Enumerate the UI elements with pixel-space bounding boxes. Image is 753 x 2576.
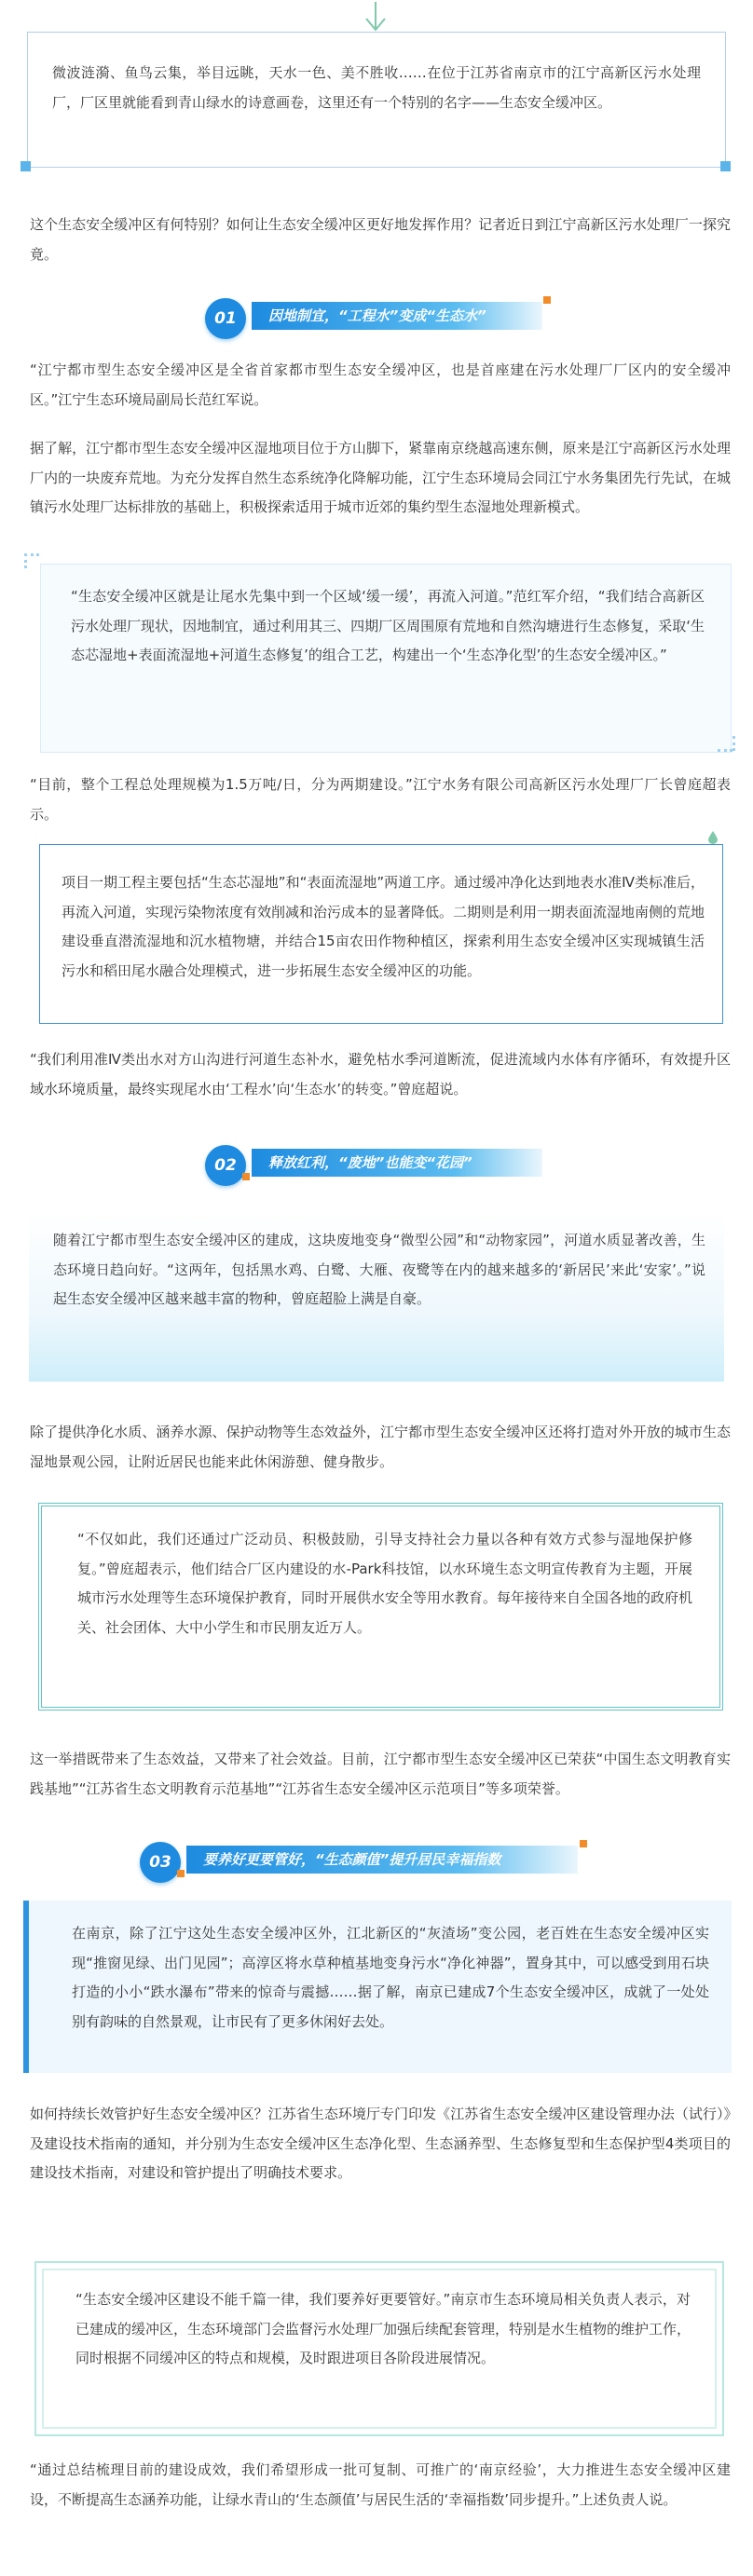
orange-square-decoration bbox=[580, 1840, 587, 1847]
section-number: 02 bbox=[205, 1145, 246, 1186]
section-title-bar bbox=[252, 1149, 542, 1177]
paragraph: “通过总结梳理目前的建设成效，我们希望形成一批可复制、可推广的‘南京经验’，大力推进生态安全缓冲区建设，不断提高生态涵养功能，让绿水青山的‘生态颜值’与居民生活的‘幸福指数’同步提升。”上述负责人说。 bbox=[30, 2461, 731, 2508]
section-number: 01 bbox=[205, 298, 246, 339]
section-header-2 bbox=[205, 1143, 559, 1182]
quote-text: “不仅如此，我们还通过广泛动员、积极鼓励，引导支持社会力量以各种有效方式参与湿地保护修复。”曾庭超表示，他们结合厂区内建设的水-Park科技馆，以水环境生态文明宣传教育为主题，开展城市污水处理等生态环境保护教育，同时开展供水安全等用水教育。每年接待来自全国各地的政府机关、社会团体、大中小学生和市民朋友近万人。 bbox=[77, 1531, 693, 1636]
section-header-1 bbox=[205, 296, 559, 335]
orange-square-decoration bbox=[242, 1173, 250, 1180]
paragraph: 如何持续长效管护好生态安全缓冲区？江苏省生态环境厅专门印发《江苏省生态安全缓冲区建设管理办法（试行）》及建设技术指南的通知，并分别为生态安全缓冲区生态净化型、生态涵养型、生态修复型和生态保护型4类项目的建设技术指南，对建设和管护提出了明确技术要求。 bbox=[30, 2106, 731, 2181]
dotted-frame-decoration bbox=[732, 736, 735, 751]
section-number: 03 bbox=[140, 1842, 181, 1883]
corner-decoration bbox=[21, 161, 31, 171]
info-box-text: 项目一期工程主要包括“生态芯湿地”和“表面流湿地”两道工序。通过缓冲净化达到地表水准Ⅳ类标准后，再流入河道，实现污染物浓度有效削减和治污成本的显著降低。二期则是利用一期表面流湿地南侧的荒地建设垂直潜流湿地和沉水植物塘，并结合15亩农田作物种植区，探索利用生态安全缓冲区实现城镇生活污水和稻田尾水融合处理模式，进一步拓展生态安全缓冲区的功能。 bbox=[62, 874, 705, 979]
section-title: 释放红利，“废地”也能变“花园” bbox=[268, 1154, 472, 1171]
corner-decoration bbox=[720, 161, 731, 171]
paragraph: 这一举措既带来了生态效益，又带来了社会效益。目前，江宁都市型生态安全缓冲区已荣获“中国生态文明教育实践基地”“江苏省生态文明教育示范基地”“江苏省生态安全缓冲区示范项目”等多项荣誉。 bbox=[30, 1751, 731, 1797]
section-title: 要养好更要管好，“生态颜值”提升居民幸福指数 bbox=[203, 1851, 501, 1868]
section-header-3 bbox=[140, 1840, 501, 1879]
paragraph: “江宁都市型生态安全缓冲区是全省首家都市型生态安全缓冲区，也是首座建在污水处理厂厂区内的安全缓冲区。”江宁生态环境局副局长范红军说。 bbox=[30, 361, 731, 408]
info-box bbox=[23, 1901, 732, 2073]
paragraph: 据了解，江宁都市型生态安全缓冲区湿地项目位于方山脚下，紧靠南京绕越高速东侧，原来是江宁高新区污水处理厂内的一块废弃荒地。为充分发挥自然生态系统净化降解功能，江宁生态环境局会同江宁水务集团先行先试，在城镇污水处理厂达标排放的基础上，积极探索适用于城市近郊的集约型生态湿地处理新模式。 bbox=[30, 440, 731, 515]
orange-square-decoration bbox=[543, 296, 551, 304]
section-title-bar bbox=[186, 1846, 578, 1874]
section-title: 因地制宜，“工程水”变成“生态水” bbox=[268, 307, 486, 324]
water-drop-icon bbox=[708, 831, 718, 844]
info-box bbox=[39, 844, 723, 1024]
paragraph: “目前，整个工程总处理规模为1.5万吨/日，分为两期建设。”江宁水务有限公司高新区污水处理厂厂长曾庭超表示。 bbox=[30, 776, 731, 823]
section-title-bar bbox=[252, 302, 542, 330]
paragraph: 除了提供净化水质、涵养水源、保护动物等生态效益外，江宁都市型生态安全缓冲区还将打造对外开放的城市生态湿地景观公园，让附近居民也能来此休闲游憩、健身散步。 bbox=[30, 1424, 731, 1470]
lead-paragraph: 这个生态安全缓冲区有何特别？如何让生态安全缓冲区更好地发挥作用？记者近日到江宁高新区污水处理厂一探究竟。 bbox=[30, 216, 731, 263]
dotted-frame-decoration bbox=[24, 553, 39, 556]
quote-box bbox=[34, 2261, 724, 2436]
intro-box bbox=[27, 32, 726, 168]
info-box-text: 随着江宁都市型生态安全缓冲区的建成，这块废地变身“微型公园”和“动物家园”，河道水质显著改善，生态环境日趋向好。“这两年，包括黑水鸡、白鹭、大雁、夜鹭等在内的越来越多的‘新居民’来此‘安家’。”说起生态安全缓冲区越来越丰富的物种，曾庭超脸上满是自豪。 bbox=[53, 1232, 705, 1307]
intro-paragraph: 微波涟漪、鱼鸟云集，举目远眺，天水一色、美不胜收……在位于江苏省南京市的江宁高新区污水处理厂，厂区里就能看到青山绿水的诗意画卷，这里还有一个特别的名字——生态安全缓冲区。 bbox=[52, 64, 701, 111]
paragraph: “我们利用准Ⅳ类出水对方山沟进行河道生态补水，避免枯水季河道断流，促进流域内水体有序循环，有效提升区域水环境质量，最终实现尾水由‘工程水’向‘生态水’的转变。”曾庭超说。 bbox=[30, 1051, 731, 1097]
quote-text: “生态安全缓冲区建设不能千篇一律，我们要养好更要管好。”南京市生态环境局相关负责人表示，对已建成的缓冲区，生态环境部门会监督污水处理厂加强后续配套管理，特别是水生植物的维护工作，同时根据不同缓冲区的特点和规模，及时跟进项目各阶段进展情况。 bbox=[75, 2291, 691, 2366]
info-box bbox=[29, 1211, 724, 1382]
quote-box bbox=[38, 1503, 723, 1711]
quote-box bbox=[40, 564, 732, 753]
info-box-text: 在南京，除了江宁这处生态安全缓冲区外，江北新区的“灰渣场”变公园，老百姓在生态安全缓冲区实现“推窗见绿、出门见园”；高淳区将水草种植基地变身污水“净化神器”，置身其中，可以感受到用石块打造的小小“跌水瀑布”带来的惊奇与震撼……据了解，南京已建成7个生态安全缓冲区，成就了一处处别有韵味的自然景观，让市民有了更多休闲好去处。 bbox=[72, 1925, 709, 2030]
quote-text: “生态安全缓冲区就是让尾水先集中到一个区域‘缓一缓’，再流入河道。”范红军介绍，“我们结合高新区污水处理厂现状，因地制宜，通过利用其三、四期厂区周围原有荒地和自然沟塘进行生态修复，采取‘生态芯湿地+表面流湿地+河道生态修复’的组合工艺，构建出一个‘生态净化型’的生态安全缓冲区。” bbox=[71, 588, 705, 663]
dotted-frame-decoration bbox=[718, 749, 732, 752]
orange-square-decoration bbox=[177, 1870, 185, 1877]
